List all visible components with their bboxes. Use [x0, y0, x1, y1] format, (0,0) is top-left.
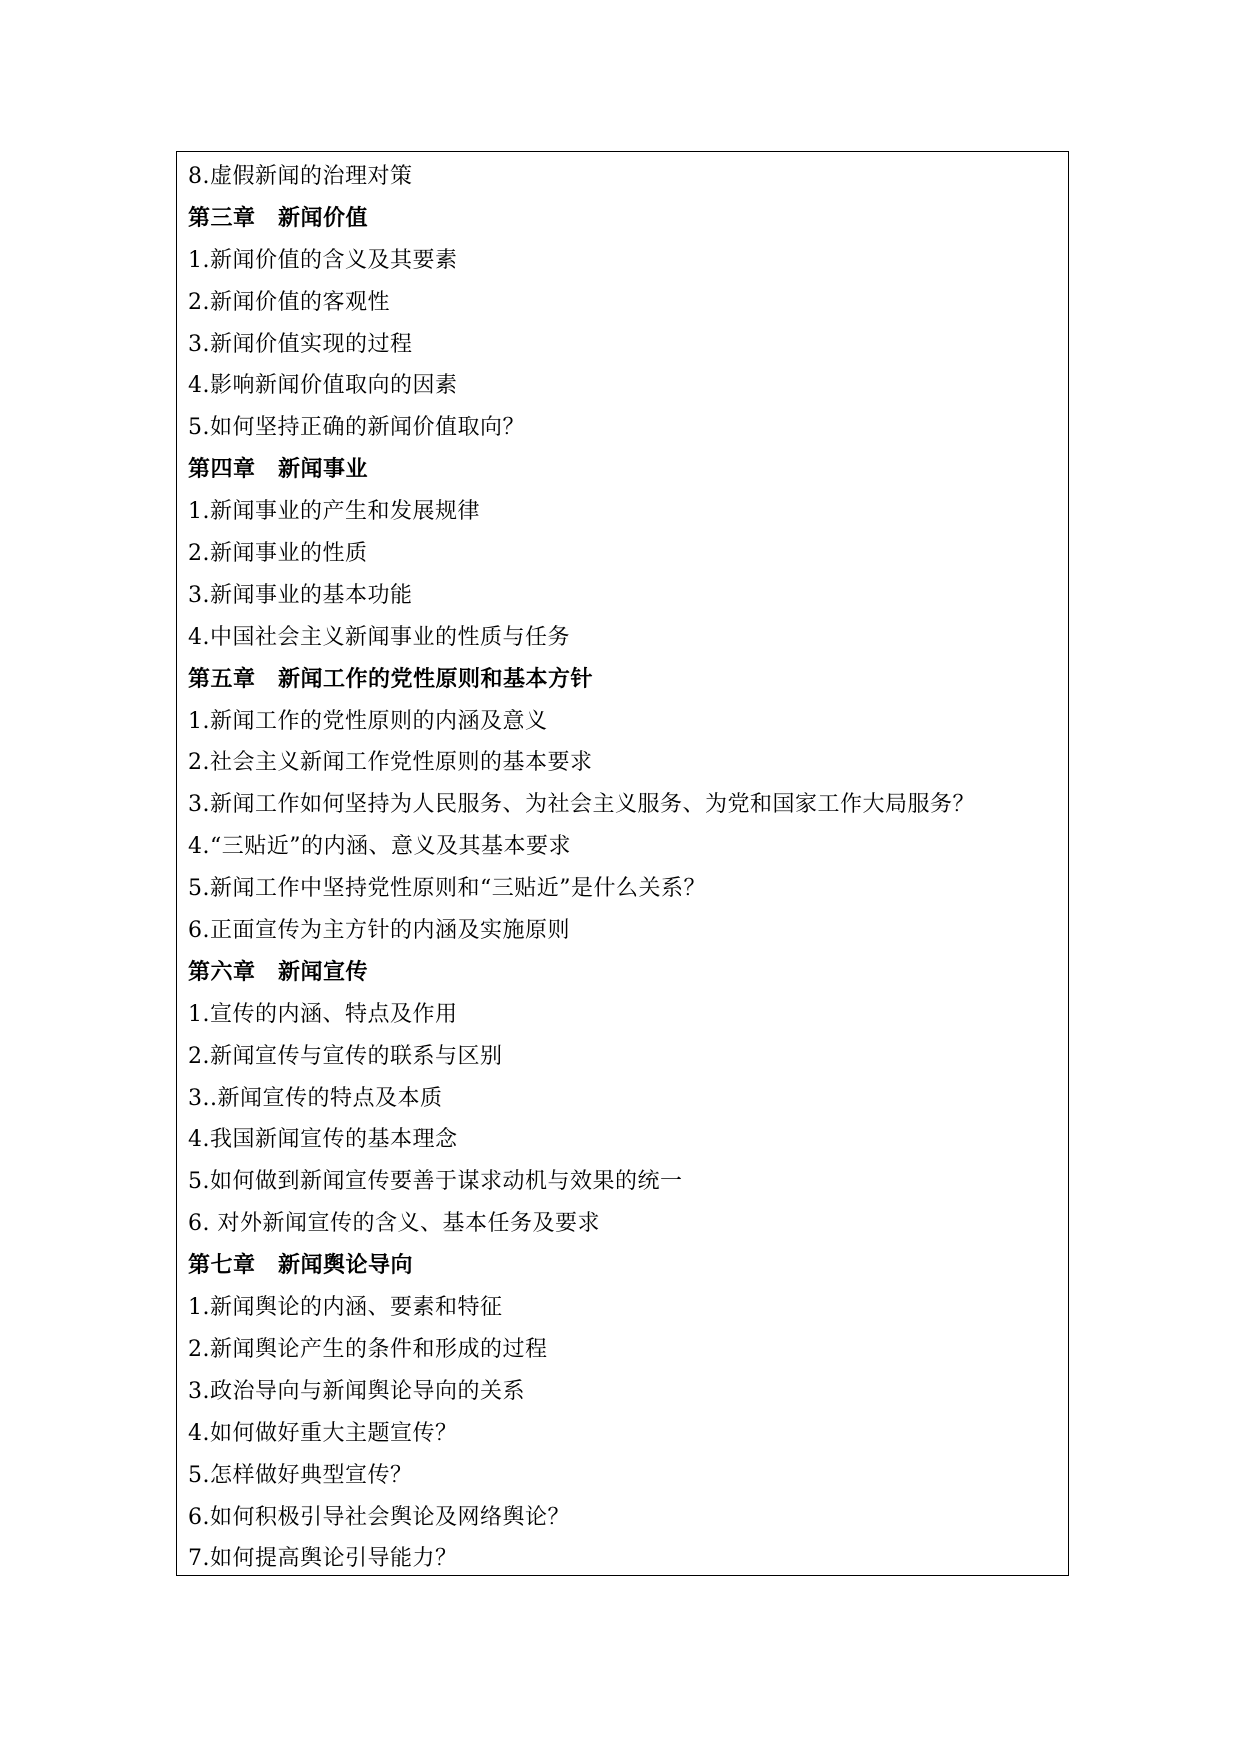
list-item: 6. 对外新闻宣传的含义、基本任务及要求: [188, 1211, 600, 1237]
list-item: 5.如何坚持正确的新闻价值取向？: [188, 415, 525, 441]
list-item: 1.新闻舆论的内涵、要素和特征: [188, 1295, 503, 1321]
chapter-heading: 第七章 新闻舆论导向: [188, 1253, 414, 1279]
list-item: 1.新闻价值的含义及其要素: [188, 247, 458, 273]
list-item: 4.我国新闻宣传的基本理念: [188, 1127, 458, 1153]
list-item: 1.新闻工作的党性原则的内涵及意义: [188, 708, 548, 734]
list-item: 4.影响新闻价值取向的因素: [188, 373, 458, 399]
list-item: 3.新闻价值实现的过程: [188, 331, 413, 357]
chapter-heading: 第四章 新闻事业: [188, 457, 369, 483]
list-item: 6.如何积极引导社会舆论及网络舆论？: [188, 1504, 570, 1530]
list-item: 5.怎样做好典型宣传？: [188, 1462, 413, 1488]
list-item: 2.社会主义新闻工作党性原则的基本要求: [188, 750, 593, 776]
list-item: 4.如何做好重大主题宣传？: [188, 1420, 458, 1446]
list-item: 5.新闻工作中坚持党性原则和“三贴近”是什么关系？: [188, 876, 706, 902]
list-item: 1.新闻事业的产生和发展规律: [188, 499, 480, 525]
chapter-heading: 第五章 新闻工作的党性原则和基本方针: [188, 666, 594, 692]
list-item: 3.新闻工作如何坚持为人民服务、为社会主义服务、为党和国家工作大局服务？: [188, 792, 975, 818]
syllabus-line-list: [188, 156, 1064, 1580]
list-item: 7.如何提高舆论引导能力？: [188, 1546, 458, 1572]
list-item: 2.新闻事业的性质: [188, 541, 368, 567]
list-item: 3.新闻事业的基本功能: [188, 582, 413, 608]
list-item: 4.中国社会主义新闻事业的性质与任务: [188, 624, 570, 650]
chapter-heading: 第六章 新闻宣传: [188, 959, 369, 985]
chapter-heading: 第三章 新闻价值: [188, 205, 369, 231]
list-item: 3..新闻宣传的特点及本质: [188, 1085, 443, 1111]
list-item: 2.新闻价值的客观性: [188, 289, 390, 315]
list-item: 3.政治导向与新闻舆论导向的关系: [188, 1378, 525, 1404]
list-item: 4.“三贴近”的内涵、意义及其基本要求: [188, 834, 571, 860]
list-item: 2.新闻宣传与宣传的联系与区别: [188, 1043, 503, 1069]
list-item: 1.宣传的内涵、特点及作用: [188, 1001, 458, 1027]
list-item: 8.虚假新闻的治理对策: [188, 164, 413, 189]
list-item: 5.如何做到新闻宣传要善于谋求动机与效果的统一: [188, 1169, 683, 1195]
list-item: 2.新闻舆论产生的条件和形成的过程: [188, 1336, 548, 1362]
list-item: 6.正面宣传为主方针的内涵及实施原则: [188, 918, 570, 944]
